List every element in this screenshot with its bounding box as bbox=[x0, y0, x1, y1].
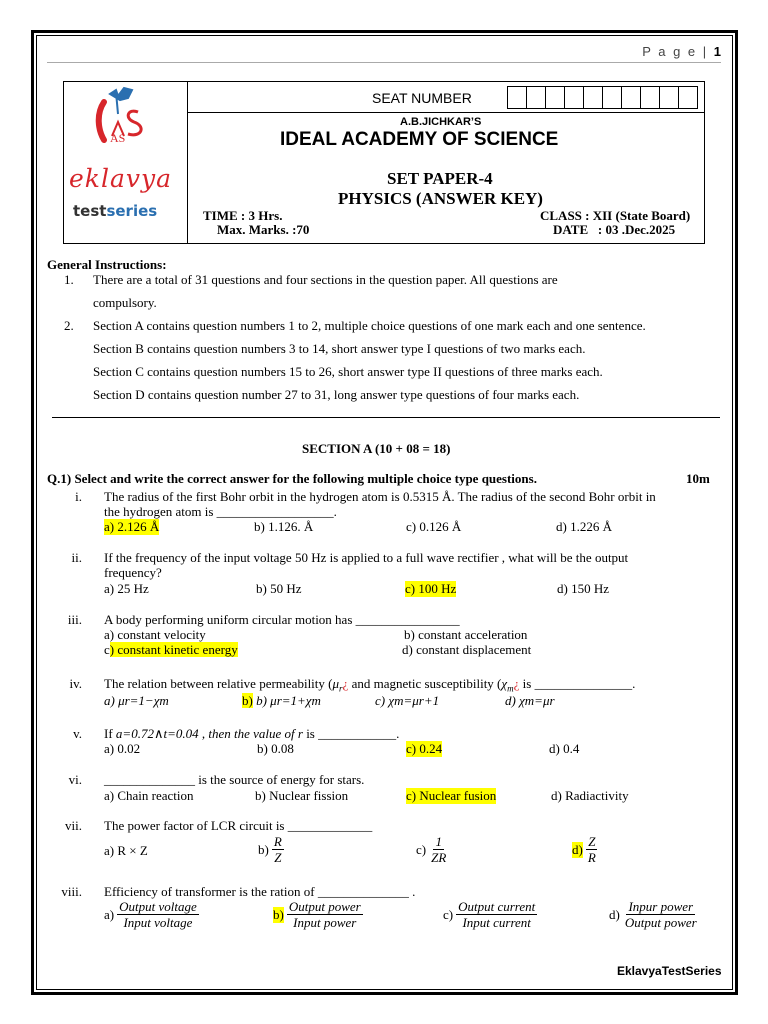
instruction-number: 2. bbox=[64, 318, 74, 333]
seat-divider bbox=[187, 112, 705, 113]
option: d) 0.4 bbox=[549, 741, 580, 756]
class-info: CLASS : XII (State Board) bbox=[540, 208, 691, 223]
question-number: vi. bbox=[68, 772, 82, 787]
instruction-line: There are a total of 31 questions and four sections in the question paper. All questions are bbox=[93, 272, 558, 287]
seat-box[interactable] bbox=[507, 86, 527, 109]
question-number: viii. bbox=[61, 884, 82, 899]
question-text: The relation between relative permeability ($\mu_r¿$ and magnetic susceptibility ($\chi_m¿$ is _______________. bbox=[104, 676, 636, 694]
seat-number-boxes[interactable] bbox=[508, 86, 698, 109]
subject-title: PHYSICS (ANSWER KEY) bbox=[338, 189, 543, 208]
option: b) 0.08 bbox=[257, 741, 294, 756]
option-correct: c) constant kinetic energy bbox=[104, 642, 238, 657]
option: c) 0.126 Å bbox=[406, 519, 462, 534]
option: a) 25 Hz bbox=[104, 581, 149, 596]
option-correct: c) 0.24 bbox=[406, 741, 443, 756]
option: b) $\frac{R}{Z}$ bbox=[258, 834, 282, 865]
option: a) constant velocity bbox=[104, 627, 206, 642]
section-a-title: SECTION A (10 + 08 = 18) bbox=[302, 441, 451, 456]
date-info: DATE : 03 .Dec.2025 bbox=[553, 222, 676, 237]
header-rule bbox=[47, 62, 721, 63]
question-text: The radius of the first Bohr orbit in the hydrogen atom is 0.5315 Å. The radius of the second Bohr orbit in bbox=[104, 489, 656, 504]
instruction-line: compulsory. bbox=[93, 295, 157, 310]
question-text: If a=0.72∧t=0.04 , then the value of r is ____________. bbox=[104, 726, 400, 741]
question-number: v. bbox=[73, 726, 82, 741]
option-correct: c) Nuclear fusion bbox=[406, 788, 497, 803]
logo bbox=[66, 84, 184, 240]
instructions-heading: General Instructions: bbox=[47, 257, 167, 272]
question-text: ______________ is the source of energy for stars. bbox=[104, 772, 365, 787]
instruction-line: Section C contains question numbers 15 to 26, short answer type II questions of three marks each. bbox=[93, 364, 603, 379]
question-text: frequency? bbox=[104, 565, 162, 580]
option: d) constant displacement bbox=[402, 642, 532, 657]
instruction-number: 1. bbox=[64, 272, 74, 287]
seat-box[interactable] bbox=[602, 86, 622, 109]
question-number: ii. bbox=[71, 550, 82, 565]
marks-info: Max. Marks. :70 bbox=[217, 222, 310, 237]
academy-name: IDEAL ACADEMY OF SCIENCE bbox=[280, 129, 559, 150]
page-number: P a g e | 1 bbox=[642, 44, 721, 59]
option-correct: b) $\frac{\text{Output power}}{\text{Input power}}$ bbox=[273, 899, 361, 930]
set-paper-title: SET PAPER-4 bbox=[387, 169, 493, 188]
logo-testseries: testseries bbox=[73, 202, 158, 220]
seat-box[interactable] bbox=[678, 86, 698, 109]
option: c) χm=μr+1 bbox=[375, 693, 440, 708]
seat-box[interactable] bbox=[545, 86, 565, 109]
footer-brand: EklavyaTestSeries bbox=[617, 964, 722, 978]
time-info: TIME : 3 Hrs. bbox=[203, 208, 283, 223]
seat-number-label: SEAT NUMBER bbox=[372, 90, 472, 106]
option-correct: b) b) μr=1+χm bbox=[242, 693, 321, 708]
option: b) Nuclear fission bbox=[255, 788, 349, 803]
question-text: the hydrogen atom is __________________. bbox=[104, 504, 337, 519]
option: a) μr=1−χm bbox=[104, 693, 169, 708]
seat-box[interactable] bbox=[526, 86, 546, 109]
logo-brand: eklavya bbox=[69, 164, 172, 193]
option: a) $\frac{\text{Output voltage}}{\text{Input voltage}}$ bbox=[104, 899, 197, 930]
option-correct: a) 2.126 Å bbox=[104, 519, 160, 534]
instruction-line: Section A contains question numbers 1 to 2, multiple choice questions of one mark each and one sentence. bbox=[93, 318, 646, 333]
option: a) R × Z bbox=[104, 843, 148, 858]
question-number: i. bbox=[75, 489, 82, 504]
option: d) χm=μr bbox=[505, 693, 555, 708]
question-text: The power factor of LCR circuit is _____________ bbox=[104, 818, 373, 833]
founder-name: A.B.JICHKAR’S bbox=[400, 116, 482, 128]
question-number: vii. bbox=[65, 818, 82, 833]
instruction-line: Section B contains question numbers 3 to 14, short answer type I questions of two marks each. bbox=[93, 341, 586, 356]
seat-box[interactable] bbox=[583, 86, 603, 109]
option-correct: d) $\frac{Z}{R}$ bbox=[572, 834, 596, 865]
logo-ias-text: AS bbox=[110, 131, 126, 145]
section-divider bbox=[148, 417, 720, 418]
seat-box[interactable] bbox=[659, 86, 679, 109]
option: d) 1.226 Å bbox=[556, 519, 612, 534]
option-correct: c) 100 Hz bbox=[405, 581, 457, 596]
option: c) $\frac{1}{ZR}$ bbox=[416, 834, 447, 865]
instruction-line: Section D contains question number 27 to 31, long answer type questions of four marks each. bbox=[93, 387, 580, 402]
question-number: iii. bbox=[67, 612, 82, 627]
option: b) constant acceleration bbox=[404, 627, 528, 642]
option: b) 50 Hz bbox=[256, 581, 302, 596]
option: a) 0.02 bbox=[104, 741, 141, 756]
option: b) 1.126. Å bbox=[254, 519, 314, 534]
seat-box[interactable] bbox=[621, 86, 641, 109]
option: d) 150 Hz bbox=[557, 581, 609, 596]
question-text: Efficiency of transformer is the ration of ______________ . bbox=[104, 884, 416, 899]
logo-divider bbox=[187, 81, 188, 244]
question-text: A body performing uniform circular motion has ________________ bbox=[104, 612, 460, 627]
section-divider bbox=[52, 417, 148, 418]
option: a) Chain reaction bbox=[104, 788, 194, 803]
seat-box[interactable] bbox=[640, 86, 660, 109]
q1-prompt: Q.1) Select and write the correct answer for the following multiple choice type questions. bbox=[47, 471, 537, 486]
option: d) $\frac{\text{Inpur power}}{\text{Output power}}$ bbox=[609, 899, 697, 930]
q1-marks: 10m bbox=[686, 471, 710, 486]
question-text: If the frequency of the input voltage 50 Hz is applied to a full wave rectifier , what will be the output bbox=[104, 550, 629, 565]
option: c) $\frac{\text{Output current}}{\text{Input current}}$ bbox=[443, 899, 536, 930]
option: d) Radiactivity bbox=[551, 788, 629, 803]
seat-box[interactable] bbox=[564, 86, 584, 109]
question-number: iv. bbox=[69, 676, 82, 691]
